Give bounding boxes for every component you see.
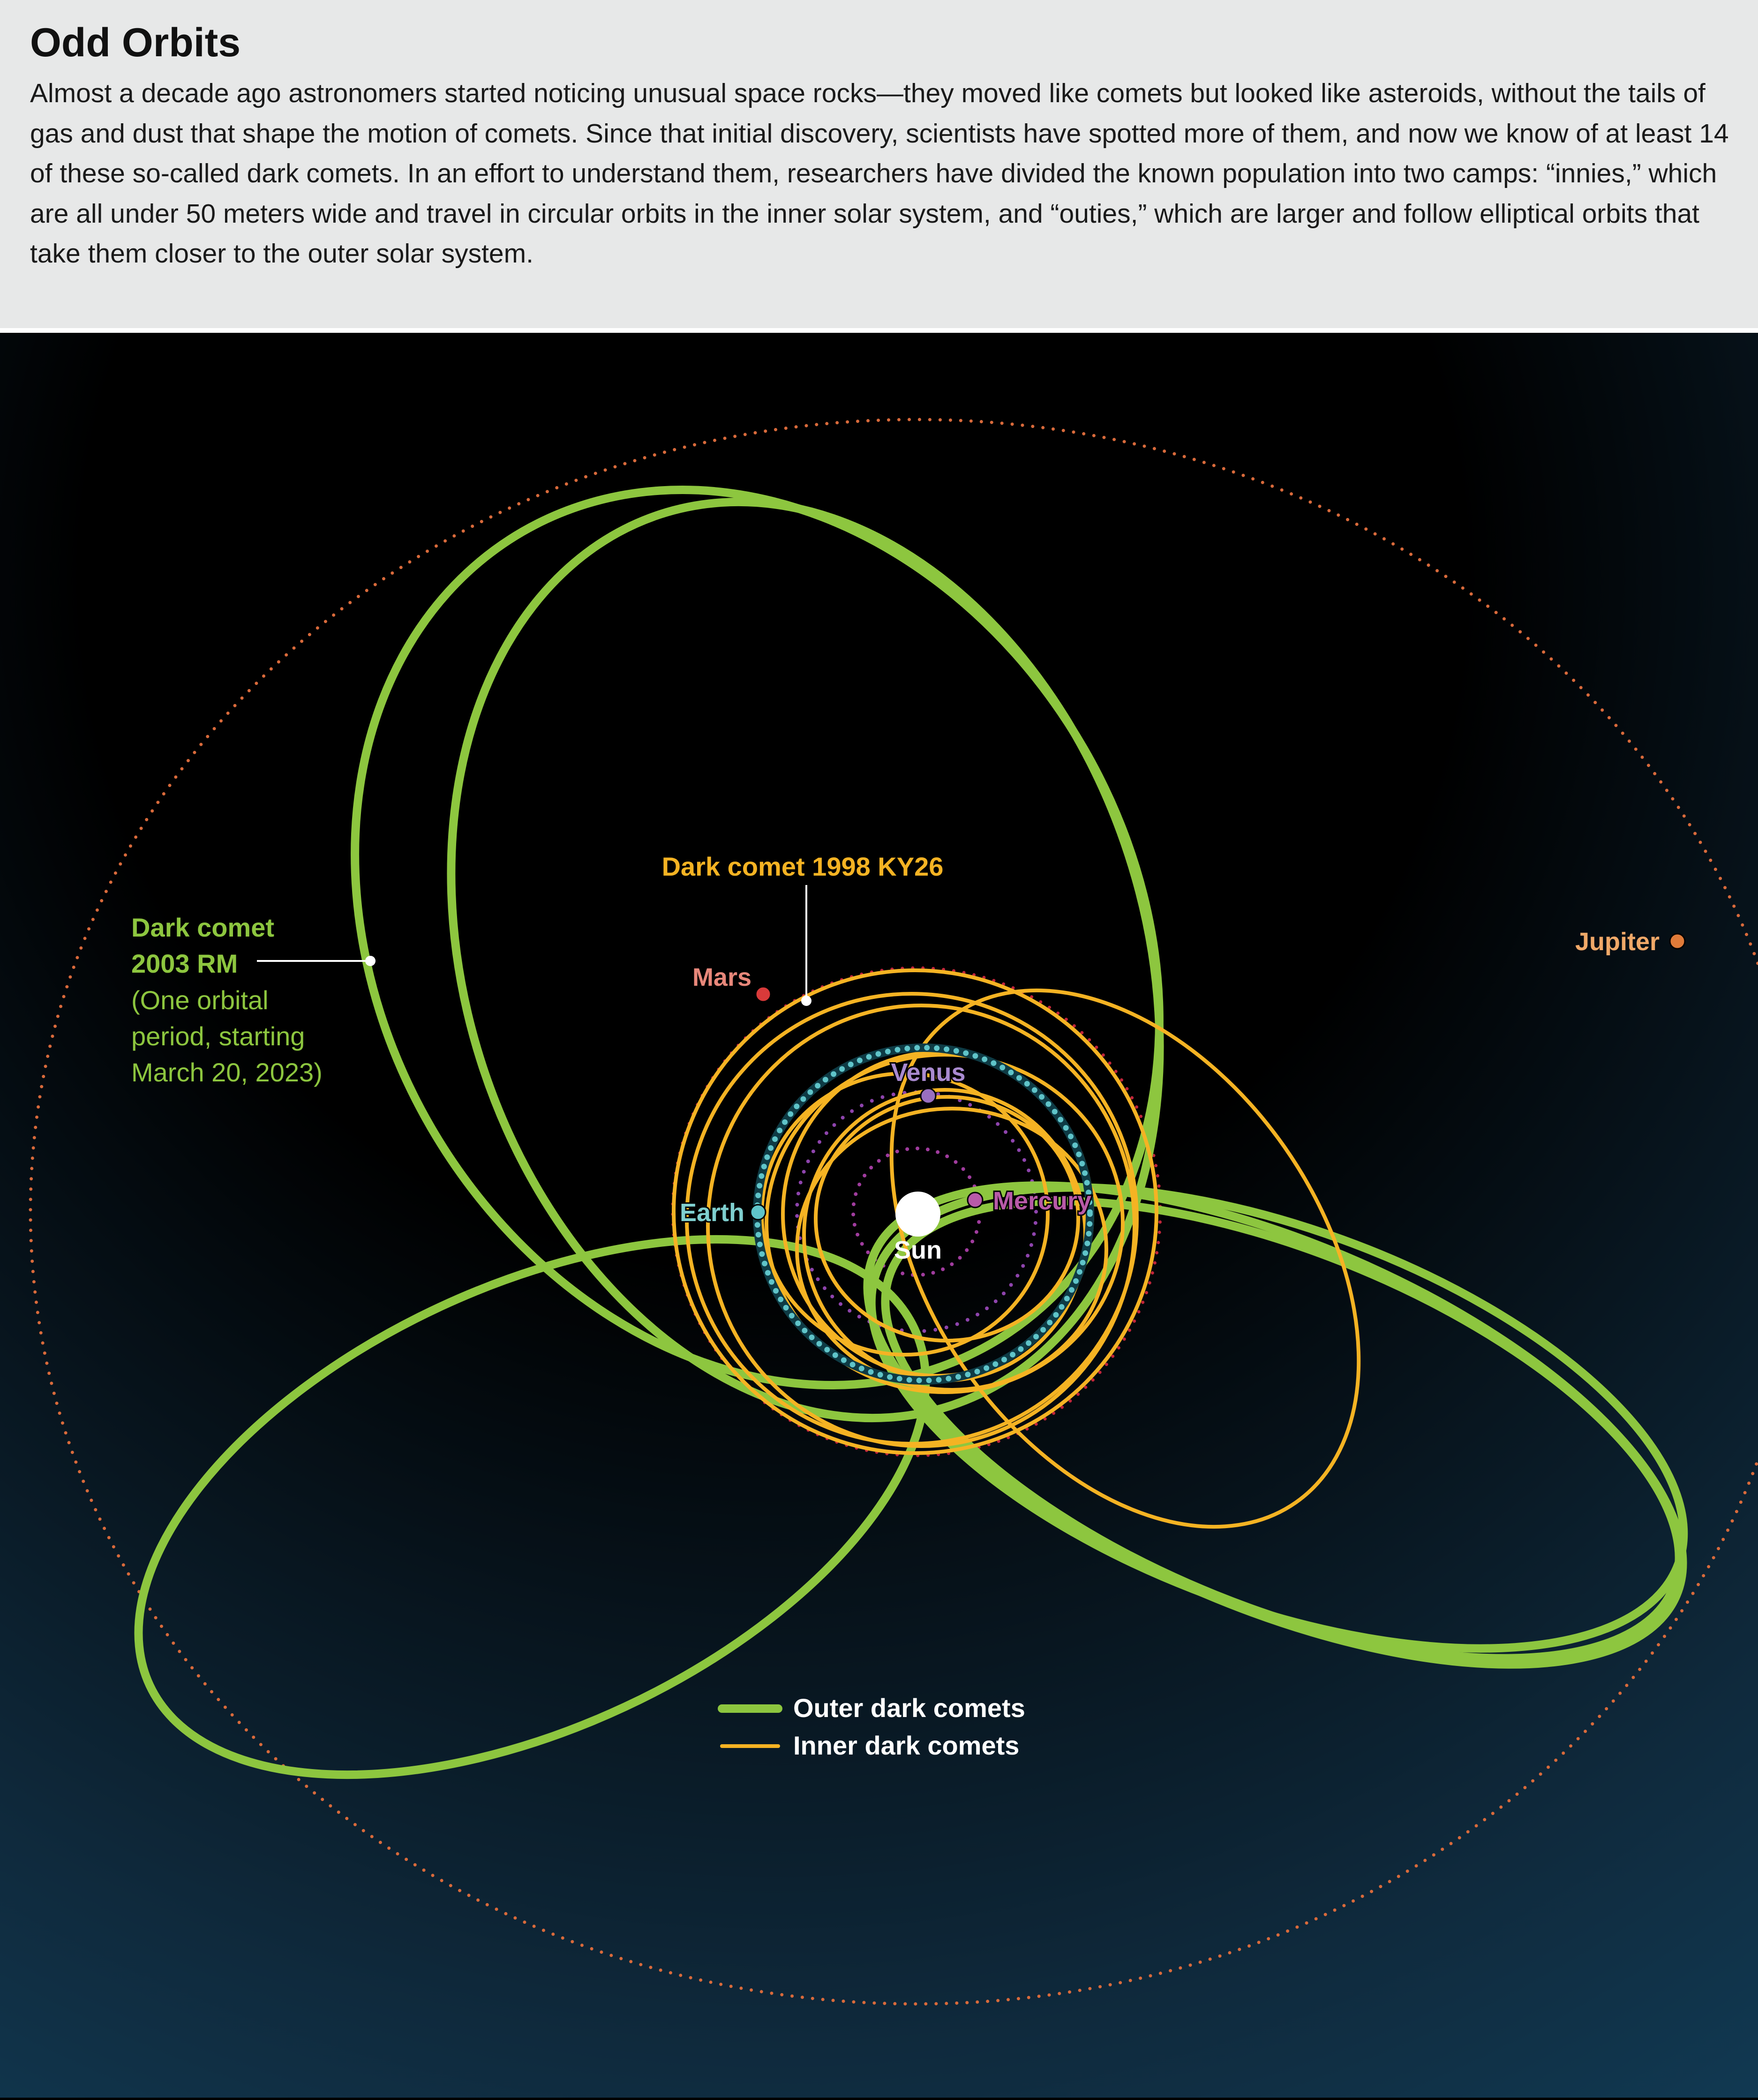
page-title: Odd Orbits xyxy=(30,20,241,65)
jupiter-icon xyxy=(1670,934,1685,949)
divider xyxy=(0,328,1758,333)
venus-icon xyxy=(921,1088,936,1103)
callout-1998-ky26-dot xyxy=(801,996,811,1006)
intro-text: Almost a decade ago astronomers started noticing unusual space rocks—they moved like comets but looked like asteroids, without the tails of gas and dust that shape the motion of comets. Since that initial discovery, scientists have spotted more of them, and now we know of at least 14 of these so-called dark comets. In an effort to understand them, researchers have divided the known population into two camps: “innies,” which are all under 50 meters wide and travel in circular orbits in the inner solar system, and “outies,” which are larger and follow elliptical orbits that take them closer to the outer solar system. xyxy=(30,78,1729,269)
orbit-diagram xyxy=(0,333,1758,2098)
callout-2003-rm-dot xyxy=(365,956,376,966)
callout-2003-rm-line3: (One orbital xyxy=(131,985,269,1015)
jupiter-label: Jupiter xyxy=(1575,928,1660,956)
callout-2003-rm-line4: period, starting xyxy=(131,1021,305,1051)
callout-1998-ky26-label: Dark comet 1998 KY26 xyxy=(661,852,944,881)
mercury-icon xyxy=(968,1192,983,1208)
callout-2003-rm-line2: 2003 RM xyxy=(131,949,238,978)
mars-icon xyxy=(756,987,771,1002)
legend-outer-label: Outer dark comets xyxy=(793,1693,1025,1723)
callout-2003-rm-line5: March 20, 2023) xyxy=(131,1058,323,1087)
mars-label: Mars xyxy=(692,963,751,991)
callout-2003-rm-line1: Dark comet xyxy=(131,913,275,942)
venus-label: Venus xyxy=(891,1058,966,1087)
space-background xyxy=(0,333,1758,2098)
earth-icon xyxy=(751,1205,766,1220)
header-panel xyxy=(0,0,1758,328)
sun-label: Sun xyxy=(894,1236,942,1264)
mercury-label: Mercury xyxy=(993,1187,1092,1215)
earth-label: Earth xyxy=(679,1199,744,1227)
orbit-diagram-svg xyxy=(0,333,1758,2098)
legend-inner-label: Inner dark comets xyxy=(793,1731,1020,1760)
sun-icon xyxy=(895,1192,940,1237)
